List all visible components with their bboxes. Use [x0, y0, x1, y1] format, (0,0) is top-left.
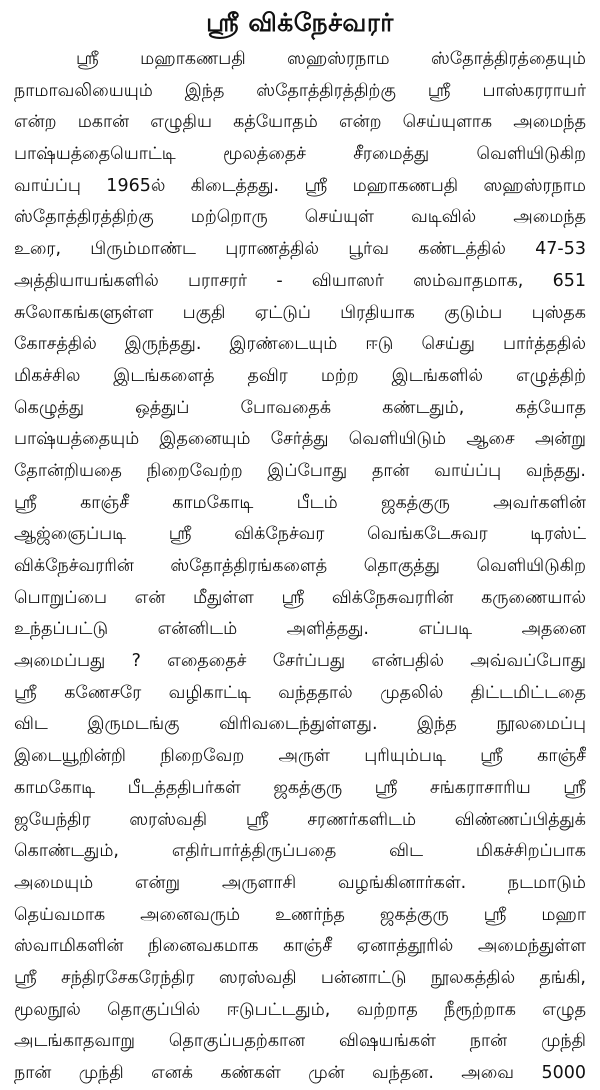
text-line: வாய்ப்பு 1965ல் கிடைத்தது. ஸ்ரீ மஹாகணபதி ஸஹஸ்ரநாம [14, 175, 586, 196]
text-line: நாமாவலியையும் இந்த ஸ்தோத்திரத்திற்கு ஸ்ரீ பாஸ்கரராயர் [14, 80, 586, 101]
text-line: ஸ்ரீ கணேசரே வழிகாட்டி வந்ததால் முதலில் திட்டமிட்டதை [14, 682, 586, 703]
document-body [14, 44, 586, 1090]
text-line: நான் முந்தி எனக் கண்கள் முன் வந்தன. அவை 5000 [14, 1063, 586, 1083]
text-line: அமைப்பது ? எதைதைச் சேர்ப்பது என்பதில் அவ்வப்போது [14, 651, 586, 672]
text-line: அமையும் என்று அருளாசி வழங்கினார்கள். நடமாடும் [14, 872, 586, 893]
text-line: சுலோகங்களுள்ள பகுதி ஏட்டுப் பிரதியாக குடும்ப புஸ்தக [14, 302, 586, 323]
text-line: அடங்காதவாறு தொகுப்பதற்கான விஷயங்கள் நான் முந்தி [14, 1031, 586, 1052]
text-line: இடையூறின்றி நிறைவேற அருள் புரியும்படி ஸ்ரீ காஞ்சீ [14, 746, 586, 767]
text-line: பாஷ்யத்தையும் இதனையும் சேர்த்து வெளியிடும் ஆசை அன்று [14, 429, 586, 450]
text-line: ஸ்தோத்திரத்திற்கு மற்றொரு செய்யுள் வடிவில் அமைந்த [14, 207, 586, 228]
text-line: தோன்றியதை நிறைவேற்ற இப்போது தான் வாய்ப்பு வந்தது. [14, 460, 586, 481]
text-line: அத்தியாயங்களில் பராசரர் - வியாஸர் ஸம்வாதமாக, 651 [14, 270, 586, 291]
text-line: உரை, பிரும்மாண்ட புராணத்தில் பூர்வ கண்டத்தில் 47-53 [14, 239, 586, 260]
text-line: ஸ்வாமிகளின் நினைவகமாக காஞ்சீ ஏனாத்தூரில் அமைந்துள்ள [14, 936, 586, 957]
text-line: என்ற மகான் எழுதிய கத்யோதம் என்ற செய்யுளாக அமைந்த [14, 112, 586, 133]
document-title: ஸ்ரீ விக்நேச்வரர் [206, 8, 394, 37]
text-line: ஸ்ரீ காஞ்சீ காமகோடி பீடம் ஜகத்குரு அவர்களின் [14, 492, 586, 513]
text-line: ஜயேந்திர ஸரஸ்வதி ஸ்ரீ சரணர்களிடம் விண்ணப்பித்துக் [14, 809, 586, 830]
text-line: விட இருமடங்கு விரிவடைந்துள்ளது. இந்த நூலமைப்பு [14, 714, 586, 735]
text-line: உந்தப்பட்டு என்னிடம் அளித்தது. எப்படி அதனை [14, 619, 586, 640]
text-line: பொறுப்பை என் மீதுள்ள ஸ்ரீ விக்நேசுவரரின் கருணையால் [14, 587, 586, 608]
text-line: கோசத்தில் இருந்தது. இரண்டையும் ஈடு செய்து பார்த்ததில் [14, 334, 586, 355]
text-line: ஸ்ரீ சந்திரசேகரேந்திர ஸரஸ்வதி பன்னாட்டு நூலகத்தில் தங்கி, [14, 967, 586, 988]
text-line: தெய்வமாக அனைவரும் உணர்ந்த ஜகத்குரு ஸ்ரீ மஹா [14, 904, 586, 925]
text-line: மிகச்சில இடங்களைத் தவிர மற்ற இடங்களில் எழுத்திற் [14, 365, 586, 386]
text-line: ஸ்ரீ மஹாகணபதி ஸஹஸ்ரநாம ஸ்தோத்திரத்தையும் [76, 49, 586, 69]
text-line: ஆஜ்ஞைப்படி ஸ்ரீ விக்நேச்வர வெங்கடேசுவர டிரஸ்ட் [14, 524, 586, 545]
text-line: மூலநூல் தொகுப்பில் ஈடுபட்டதும், வற்றாத நீரூற்றாக எழுத [14, 999, 586, 1020]
text-line: பாஷ்யத்தையொட்டி மூலத்தைச் சீரமைத்து வெளியிடுகிற [14, 144, 586, 165]
text-line: கெழுத்து ஒத்துப் போவதைக் கண்டதும், கத்யோத [14, 397, 586, 418]
text-line: விக்நேச்வரரின் ஸ்தோத்திரங்களைத் தொகுத்து வெளியிடுகிற [14, 556, 586, 576]
text-line: காமகோடி பீடத்ததிபர்கள் ஜகத்குரு ஸ்ரீ சங்கராசாரிய ஸ்ரீ [14, 777, 586, 798]
text-line: கொண்டதும், எதிர்பார்த்திருப்பதை விட மிகச்சிறப்பாக [14, 841, 586, 862]
